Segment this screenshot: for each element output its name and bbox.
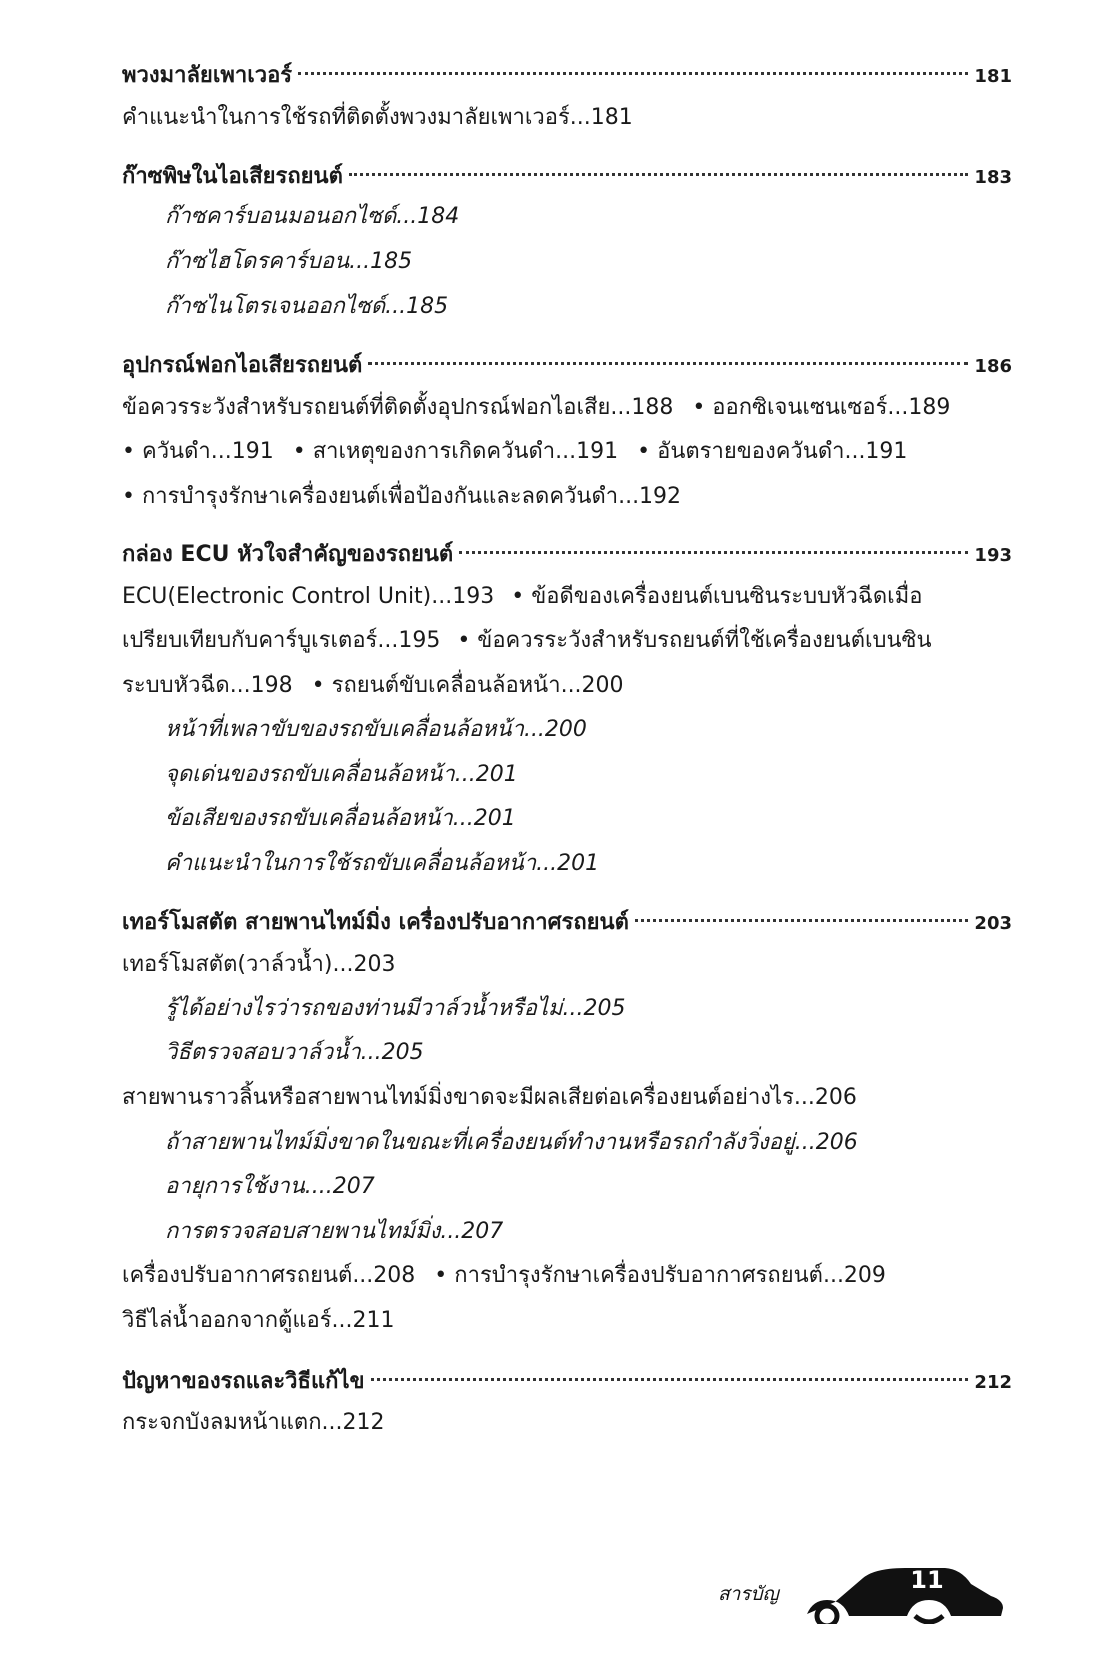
toc-subentry: จุดเด่นของรถขับเคลื่อนล้อหน้า...201 (165, 762, 518, 787)
toc-subentry: คำแนะนำในการใช้รถขับเคลื่อนล้อหน้า...201 (165, 851, 600, 876)
toc-entry: ระบบหัวฉีด...198 (122, 673, 293, 698)
toc-entry: • ข้อควรระวังสำหรับรถยนต์ที่ใช้เครื่องยนต์เบนซิน (457, 628, 931, 653)
toc-entry-line (122, 432, 1012, 472)
toc-entry: วิธีไล่น้ำออกจากตู้แอร์...211 (122, 1308, 395, 1333)
toc-heading[interactable] (122, 346, 1012, 386)
toc-subentry: ข้อเสียของรถขับเคลื่อนล้อหน้า...201 (165, 806, 516, 831)
toc-entry: เครื่องปรับอากาศรถยนต์...208 (122, 1263, 416, 1288)
leader-dots (349, 173, 969, 176)
leader-dots (368, 362, 968, 365)
toc-entry: ECU(Electronic Control Unit)...193 (122, 584, 495, 609)
leader-dots (635, 919, 969, 922)
page-number: 11 (910, 1566, 944, 1594)
toc-entry-line (122, 577, 1012, 617)
toc-entry: คำแนะนำในการใช้รถที่ติดตั้งพวงมาลัยเพาเวอร์...181 (122, 105, 633, 130)
toc-subentry: การตรวจสอบสายพานไทม์มิ่ง...207 (165, 1219, 504, 1244)
toc-entry: • อันตรายของควันดำ...191 (637, 439, 907, 464)
toc-heading[interactable] (122, 535, 1012, 575)
leader-dots (371, 1378, 969, 1381)
toc-entry: • ข้อดีของเครื่องยนต์เบนซินระบบหัวฉีดเมื่อ (511, 584, 922, 609)
toc-entry: • ออกซิเจนเซนเซอร์...189 (692, 395, 950, 420)
toc-entry-line (122, 666, 1012, 706)
leader-dots (298, 72, 968, 75)
heading-page: 186 (974, 356, 1012, 377)
heading-page: 203 (974, 913, 1012, 934)
toc-subentry: ก๊าซไฮโดรคาร์บอน...185 (165, 249, 413, 274)
toc-heading[interactable] (122, 903, 1012, 943)
toc-subentry: วิธีตรวจสอบวาล์วน้ำ...205 (165, 1040, 424, 1065)
toc-entry: • ควันดำ...191 (122, 439, 274, 464)
toc-entry: กระจกบังลมหน้าแตก...212 (122, 1410, 385, 1435)
heading-page: 212 (974, 1372, 1012, 1393)
toc-heading[interactable] (122, 56, 1012, 96)
toc-entry: • สาเหตุของการเกิดควันดำ...191 (293, 439, 618, 464)
footer-label: สารบัญ (718, 1583, 779, 1605)
heading-title: กล่อง ECU หัวใจสำคัญของรถยนต์ (122, 542, 454, 567)
toc-subentry: ก๊าซไนโตรเจนออกไซด์...185 (165, 294, 449, 319)
heading-page: 181 (974, 66, 1012, 87)
toc-entry: ข้อควรระวังสำหรับรถยนต์ที่ติดตั้งอุปกรณ์ฟอกไอเสีย...188 (122, 395, 674, 420)
toc-entry: สายพานราวลิ้นหรือสายพานไทม์มิ่งขาดจะมีผลเสียต่อเครื่องยนต์อย่างไร...206 (122, 1085, 857, 1110)
heading-title: อุปกรณ์ฟอกไอเสียรถยนต์ (122, 353, 363, 378)
toc-entry: • การบำรุงรักษาเครื่องยนต์เพื่อป้องกันและลดควันดำ...192 (122, 484, 681, 509)
toc-subentry: ถ้าสายพานไทม์มิ่งขาดในขณะที่เครื่องยนต์ทำงานหรือรถกำลังวิ่งอยู่...206 (165, 1130, 858, 1155)
toc-heading[interactable] (122, 157, 1012, 197)
heading-page: 193 (974, 545, 1012, 566)
toc-entry: เทอร์โมสตัต(วาล์วน้ำ)...203 (122, 952, 396, 977)
toc-heading[interactable] (122, 1362, 1012, 1402)
heading-title: ก๊าซพิษในไอเสียรถยนต์ (122, 164, 343, 189)
heading-title: เทอร์โมสตัต สายพานไทม์มิ่ง เครื่องปรับอากาศรถยนต์ (122, 910, 629, 935)
toc-entry-line (122, 388, 1012, 428)
heading-title: พวงมาลัยเพาเวอร์ (122, 63, 293, 88)
toc-entry: เปรียบเทียบกับคาร์บูเรเตอร์...195 (122, 628, 441, 653)
heading-title: ปัญหาของรถและวิธีแก้ไข (122, 1369, 365, 1394)
leader-dots (459, 551, 968, 554)
heading-page: 183 (974, 167, 1012, 188)
toc-subentry: ก๊าซคาร์บอนมอนอกไซด์...184 (165, 204, 460, 229)
toc-entry-line (122, 621, 1012, 661)
toc-entry: • รถยนต์ขับเคลื่อนล้อหน้า...200 (312, 673, 624, 698)
toc-entry-line (122, 477, 1012, 517)
toc-entry-line (122, 1256, 1012, 1296)
toc-subentry: หน้าที่เพลาขับของรถขับเคลื่อนล้อหน้า...200 (165, 717, 587, 742)
toc-subentry: อายุการใช้งาน....207 (165, 1174, 375, 1199)
toc-entry: • การบำรุงรักษาเครื่องปรับอากาศรถยนต์...209 (434, 1263, 886, 1288)
toc-subentry: รู้ได้อย่างไรว่ารถของท่านมีวาล์วน้ำหรือไม่...205 (165, 996, 626, 1021)
